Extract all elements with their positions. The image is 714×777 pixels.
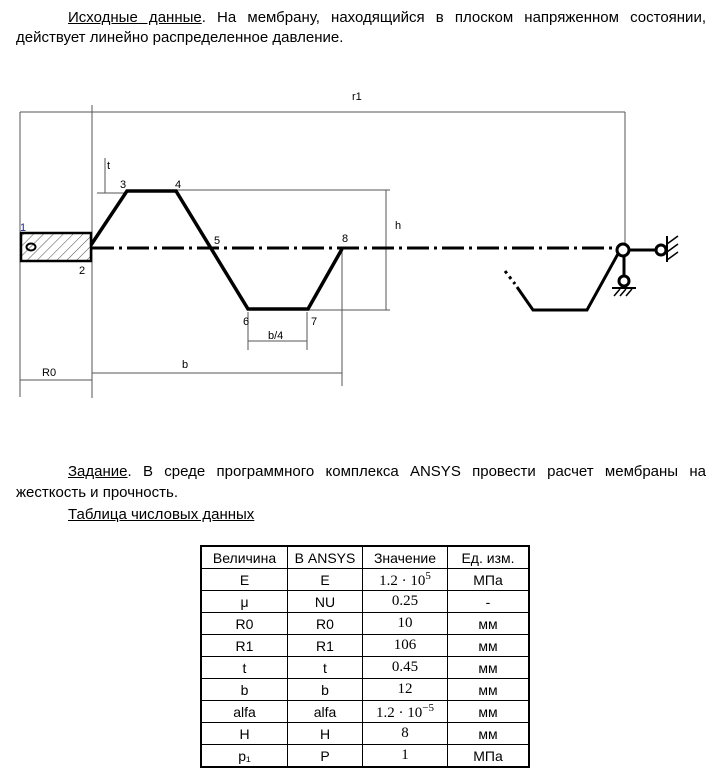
table-cell [363, 745, 448, 768]
table-cell [448, 745, 530, 768]
table-cell [448, 723, 530, 745]
header-cell: Величина [201, 546, 288, 569]
table-row [201, 569, 529, 591]
table-cell [363, 591, 448, 613]
cell-text: R1 [316, 637, 334, 654]
label-h: h [395, 220, 402, 232]
cell-text: alfa [233, 703, 256, 720]
cell-text: NU [314, 593, 336, 610]
label-point-8: 8 [342, 233, 349, 245]
cell-text: 1.2 · 10 [376, 704, 423, 721]
cell-text: alfa [313, 703, 337, 720]
cell-text: t [323, 659, 327, 676]
cell-text: мм [478, 725, 498, 742]
cell-text: E [320, 571, 330, 588]
cell-text: 8 [401, 725, 409, 741]
label-b4: b/4 [268, 330, 284, 342]
table-cell [288, 679, 363, 701]
table-header-row [201, 546, 529, 569]
cell-text: МПа [473, 747, 503, 764]
cell-text: мм [478, 615, 498, 632]
cell-text: мм [478, 637, 498, 654]
cell-text: H [239, 725, 250, 742]
cell-text: p₁ [238, 747, 251, 764]
table-cell [288, 745, 363, 768]
table-row [201, 745, 529, 768]
cell-text: мм [478, 681, 498, 698]
table-cell [448, 591, 530, 613]
table-cell [201, 723, 288, 745]
table-cell [201, 569, 288, 591]
table-row [201, 635, 529, 657]
header-cell: Значение [363, 546, 448, 569]
cell-text: 10 [397, 615, 413, 631]
table-cell [448, 613, 530, 635]
membrane-profile-end [517, 252, 619, 310]
header-cell: В ANSYS [288, 546, 363, 569]
label-point-1: 1 [20, 222, 27, 234]
label-r1: r1 [352, 91, 362, 103]
cell-text: мм [478, 659, 498, 676]
cell-text: H [319, 725, 331, 742]
table-cell [288, 701, 363, 723]
table-cell [288, 613, 363, 635]
cell-text: R0 [235, 615, 254, 632]
label-point-3: 3 [120, 179, 127, 191]
table-title-line [16, 505, 706, 525]
dimension-lines [20, 105, 625, 398]
label-t: t [107, 160, 111, 172]
table-cell [363, 701, 448, 723]
table-cell [201, 613, 288, 635]
table-cell [448, 701, 530, 723]
table-cell [448, 679, 530, 701]
table-cell [201, 679, 288, 701]
task-line1 [16, 462, 706, 482]
table-cell [201, 591, 288, 613]
table-row [201, 679, 529, 701]
label-R0: R0 [42, 367, 57, 379]
label-point-5: 5 [214, 235, 221, 247]
cell-text: R0 [316, 615, 334, 632]
label-point-2: 2 [79, 265, 86, 277]
table-row [201, 591, 529, 613]
table-cell [363, 723, 448, 745]
label-point-7: 7 [311, 316, 318, 328]
cell-text: 12 [397, 681, 413, 697]
task-line2: жесткость и прочность. [16, 484, 178, 501]
table-cell [448, 635, 530, 657]
exponent: 5 [425, 569, 431, 582]
cell-text: 0.45 [391, 659, 419, 675]
table-cell [201, 657, 288, 679]
table-cell [201, 745, 288, 768]
task-text: . В среде программного комплекса ANSYS провести расчет мембраны на [127, 463, 706, 480]
membrane-profile [91, 191, 342, 309]
table-row [201, 613, 529, 635]
cell-text: - [485, 593, 491, 610]
intro-heading: Исходные данные [68, 9, 202, 26]
cell-text: 1.2 · 10 [379, 572, 426, 589]
data-table [200, 545, 530, 768]
table-cell [363, 635, 448, 657]
label-point-4: 4 [175, 179, 182, 191]
cell-text: E [239, 571, 250, 588]
table-row [201, 723, 529, 745]
cell-text: μ [240, 593, 249, 610]
table-title: Таблица числовых данных [68, 506, 255, 523]
table-cell [288, 723, 363, 745]
table-row [201, 657, 529, 679]
table-cell [288, 591, 363, 613]
header-cell: Ед. изм. [448, 546, 530, 569]
table-cell [201, 701, 288, 723]
cell-text: 0.25 [391, 593, 419, 609]
cell-text: R1 [235, 637, 254, 654]
table-cell [288, 569, 363, 591]
cell-text: 106 [393, 637, 417, 653]
table-cell [448, 569, 530, 591]
intro-text: . На мембрану, находящийся в плоском напряженном состоянии, [201, 9, 706, 26]
table-cell [288, 635, 363, 657]
cell-text: 1 [401, 747, 409, 763]
label-b: b [182, 359, 189, 371]
support-icon [612, 236, 678, 296]
fixed-block [21, 233, 91, 261]
table-cell [363, 613, 448, 635]
table-cell [363, 569, 448, 591]
cell-text: мм [478, 703, 498, 720]
cell-text: b [321, 681, 329, 698]
table-cell [448, 657, 530, 679]
cell-text: P [320, 747, 330, 764]
table-row [201, 701, 529, 723]
table-cell [201, 635, 288, 657]
label-point-6: 6 [243, 316, 250, 328]
table-cell [363, 657, 448, 679]
table-cell [363, 679, 448, 701]
cell-text: t [242, 659, 247, 676]
cell-text: b [240, 681, 249, 698]
task-heading: Задание [68, 463, 128, 480]
table-cell [288, 657, 363, 679]
exponent: −5 [422, 701, 434, 714]
cell-text: МПа [473, 571, 503, 588]
intro-line2: действует линейно распределенное давление. [16, 29, 344, 46]
